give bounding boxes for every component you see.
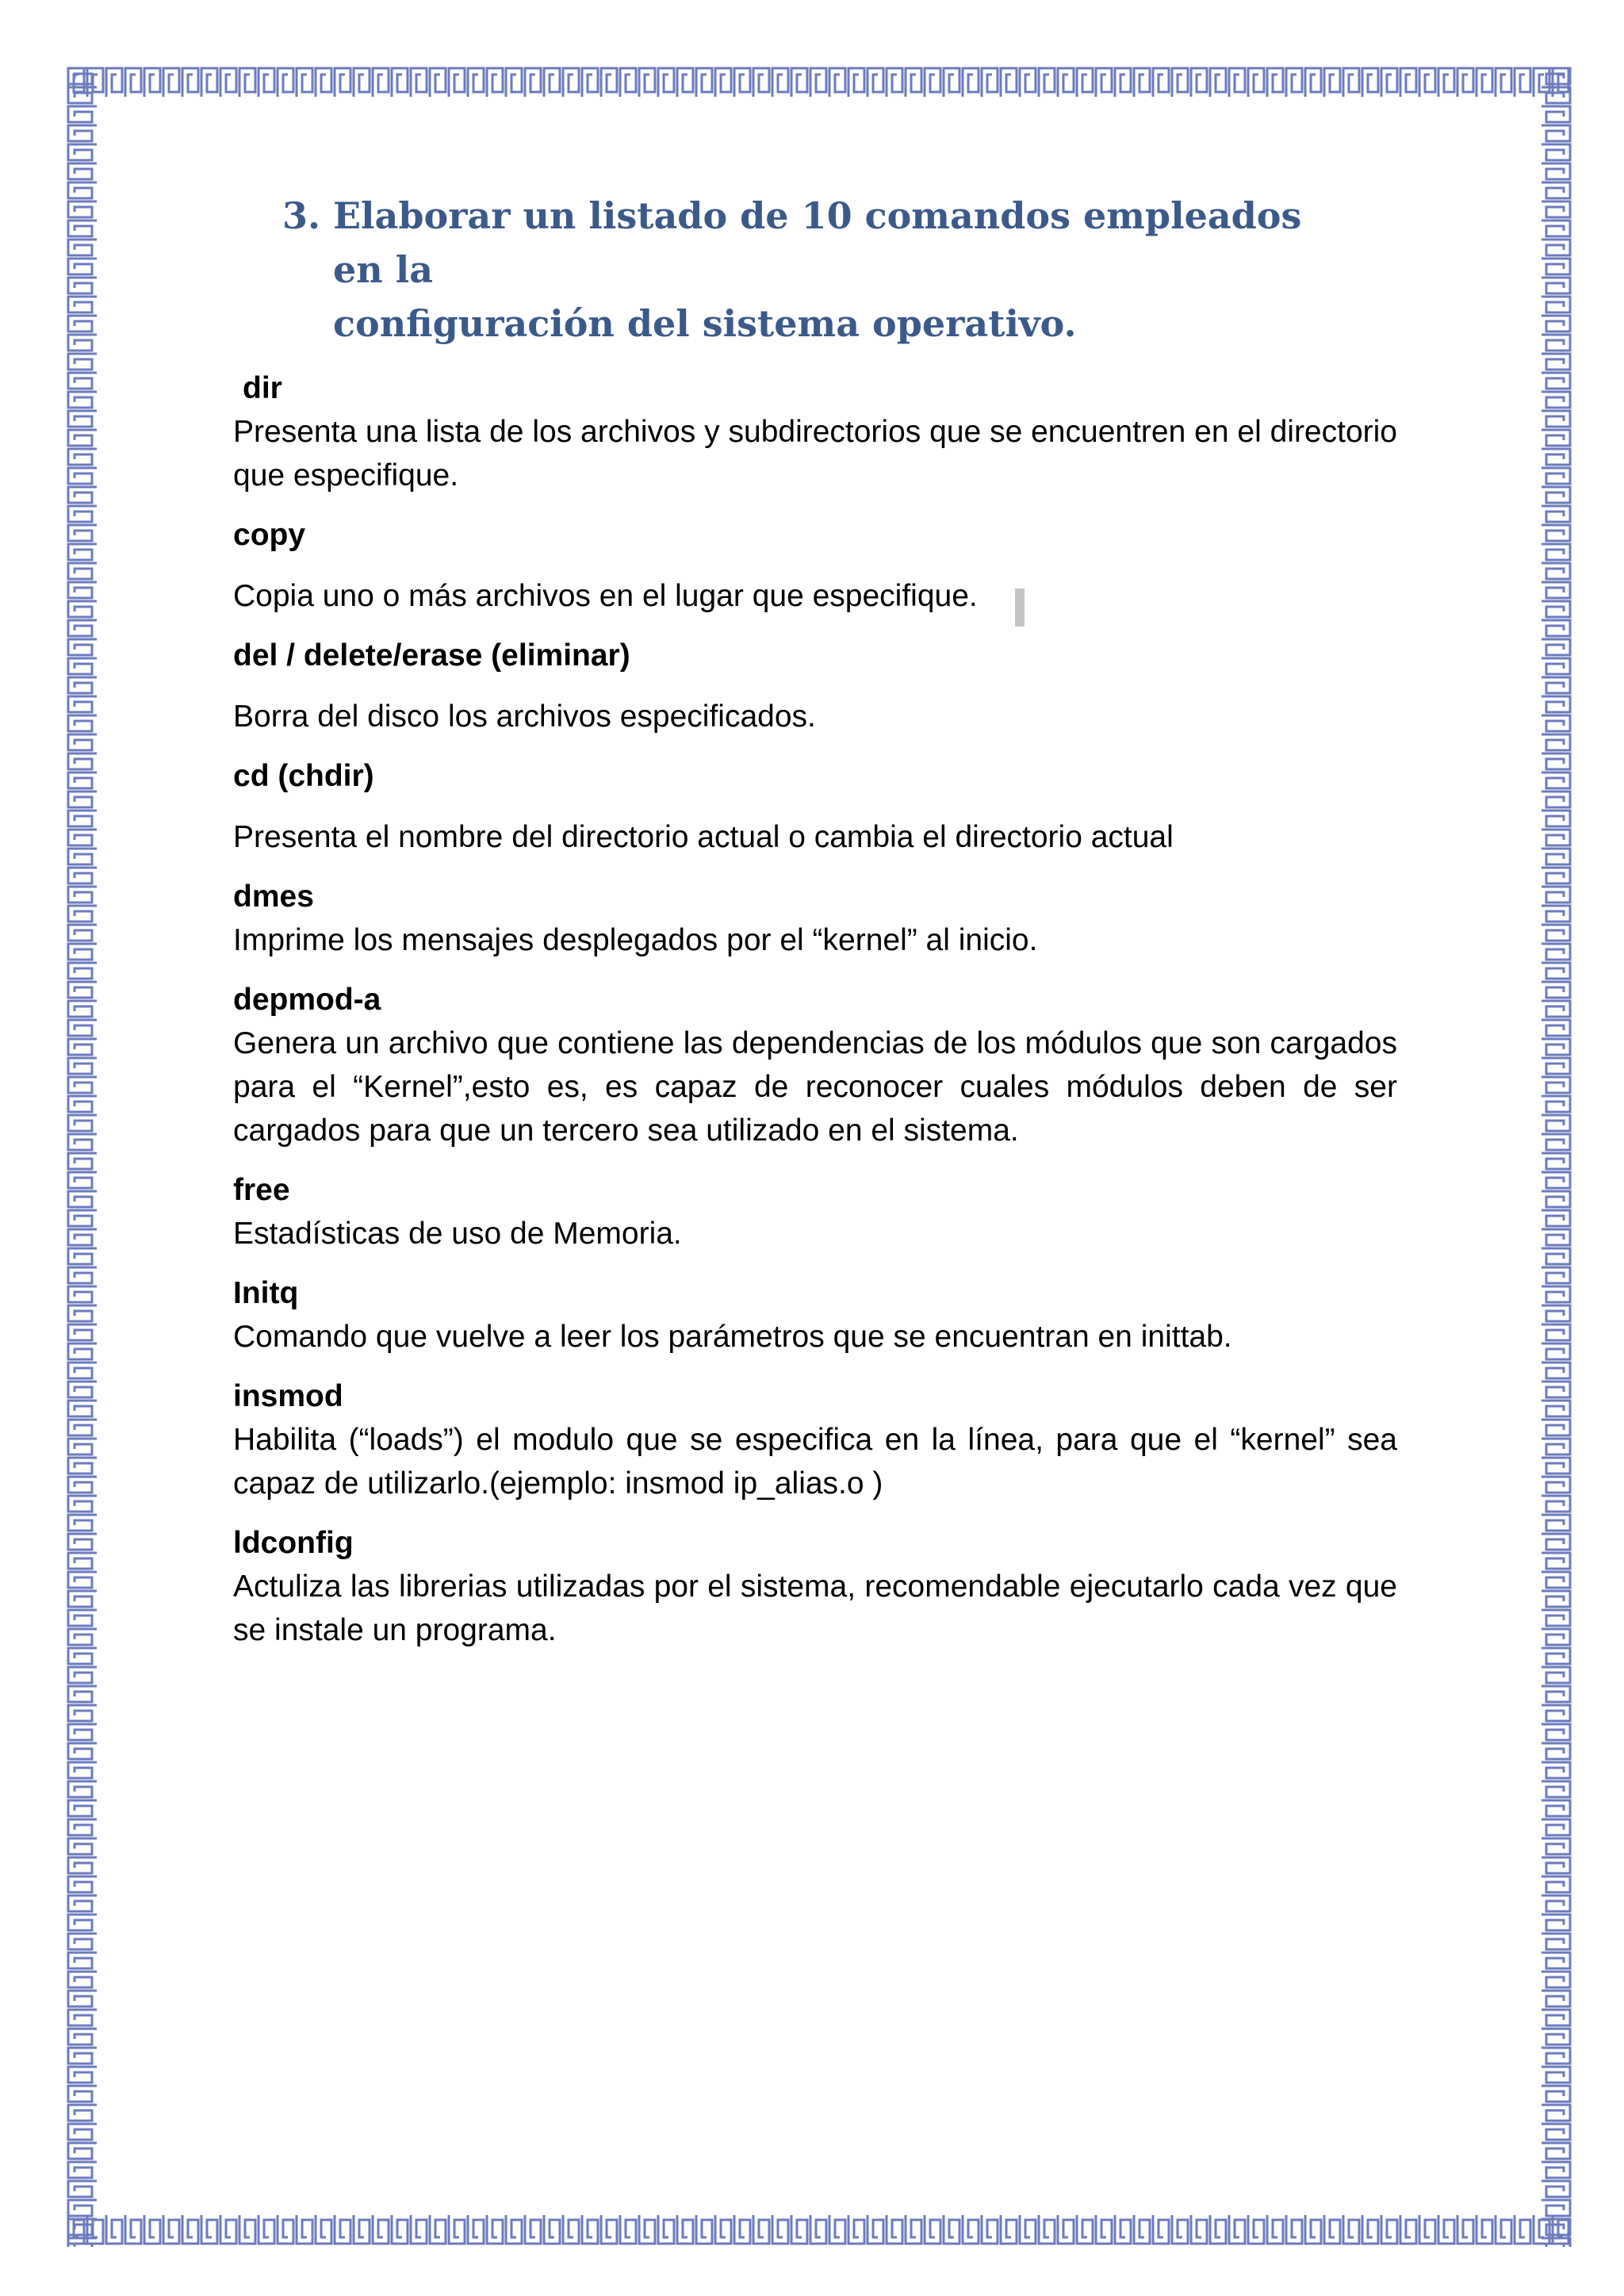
text-cursor-highlight [1015, 588, 1025, 627]
command-description: Imprime los mensajes desplegados por el “kernel” al inicio. [233, 923, 1038, 957]
command-description: Genera un archivo que contiene las dependencias de los módulos que son cargados para el “Kernel”,esto es, es capaz de reconocer cuales módulos deben de ser cargados para que un tercero sea utilizado en el sistema. [233, 1026, 1397, 1148]
command-entry-free [233, 1168, 1397, 1255]
command-entry-copy [233, 513, 1397, 618]
command-description: Actuliza las librerias utilizadas por el sistema, recomendable ejecutarlo cada vez que se instale un programa. [233, 1570, 1397, 1647]
command-entry-ldconfig [233, 1521, 1397, 1652]
command-description: Borra del disco los archivos especificados. [233, 700, 816, 734]
command-entry-initq [233, 1271, 1397, 1359]
command-description: Copia uno o más archivos en el lugar que especifique. [233, 579, 978, 613]
command-name: copy [233, 518, 306, 552]
command-description: Comando que vuelve a leer los parámetros que se encuentran en inittab. [233, 1320, 1232, 1354]
heading-text [333, 189, 1361, 351]
heading-number: 3. [282, 194, 321, 237]
command-name: del / delete/erase (eliminar) [233, 638, 630, 673]
command-description: Estadísticas de uso de Memoria. [233, 1217, 682, 1251]
page-border-top [67, 65, 1570, 100]
heading-line-2: configuración del sistema operativo. [333, 302, 1077, 345]
command-entry-dmes [233, 875, 1397, 962]
command-entry-depmod [233, 978, 1397, 1152]
page-border-right [1538, 67, 1573, 2247]
command-entry-dir [233, 366, 1397, 497]
command-description: Presenta una lista de los archivos y subdirectorios que se encuentren en el directorio que especifique. [233, 415, 1397, 493]
command-list [233, 366, 1397, 1652]
command-name: dir [243, 371, 282, 405]
page-border-bottom [67, 2212, 1570, 2247]
command-name: ldconfig [233, 1526, 354, 1560]
command-name: depmod-a [233, 983, 381, 1017]
command-description: Presenta el nombre del directorio actual o cambia el directorio actual [233, 820, 1174, 854]
section-heading [282, 189, 1361, 351]
command-entry-cd [233, 754, 1397, 859]
command-entry-insmod [233, 1374, 1397, 1505]
command-name: dmes [233, 880, 314, 914]
command-name: free [233, 1173, 290, 1207]
page-border-left [65, 67, 100, 2247]
command-name: Initq [233, 1276, 299, 1310]
command-name: insmod [233, 1379, 343, 1413]
command-name: cd (chdir) [233, 759, 374, 793]
command-description: Habilita (“loads”) el modulo que se especifica en la línea, para que el “kernel” sea capaz de utilizarlo.(ejemplo: insmod ip_alias.o ) [233, 1423, 1397, 1501]
command-entry-del [233, 634, 1397, 738]
heading-line-1: Elaborar un listado de 10 comandos empleados en la [333, 194, 1302, 291]
